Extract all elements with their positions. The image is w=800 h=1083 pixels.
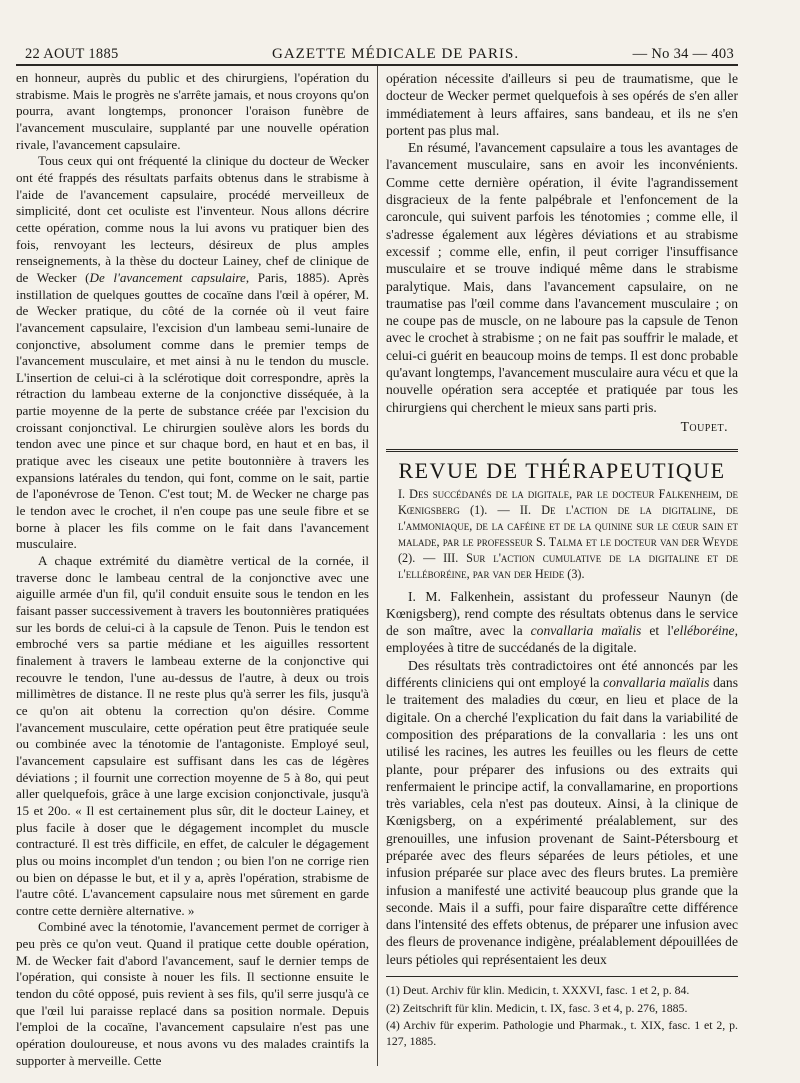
paragraph bbox=[16, 153, 369, 553]
paragraph: opération nécessite d'ailleurs si peu de traumatisme, que le docteur de Wecker permet quelquefois à ses opérés de s'en aller immédiatement à leurs affaires, sans bandeau, et ils ne s'en portent pas plus mal. bbox=[386, 71, 738, 138]
text-run: dans le traitement des maladies du cœur, en lieu et place de la digitale. On a cherché l'explication du fait dans la variabilité de composition des préparations de la convallaria : les uns ont utilisé les racines, les autres les feuilles ou les fleurs de cette plante, pour préparer des infusions ou des extraits qui renfermaient le principe actif, la convallamarine, en proportions très variables, cela n'est pas douteux. Ainsi, à la clinique de Kœnigsberg, on a expérimenté préalablement, sur des grenouilles, une infusion provenant de Saint-Pétersbourg et préparée avec des fleurs séparées de leurs pétioles, et une infusion préparée sur place avec des fleurs brutes. La première infusion a manifesté une activité beaucoup plus grande que la seconde. Mais il a suffi, pour faire disparaître cette différence dans l'intensité des effets obtenus, de préparer une infusion avec des fleurs de provenance indigène, préalablement dépouillées de leurs pétioles qui représentaient les deux bbox=[386, 675, 738, 967]
journal-title: GAZETTE MÉDICALE DE PARIS. bbox=[272, 46, 520, 62]
text-run: Tous ceux qui ont fréquenté la clinique du docteur de Wecker ont été frappés des résultats parfaits obtenus dans le strabisme à l'aide de l'avancement capsulaire, procédé merveilleux de simplicité, dont cet oculiste est l'inventeur. Nous allons décrire cette opération, comme nous la lui avons vu pratiquer bien des fois, renvoyant les lecteurs, désireux de plus amples renseignements, à la thèse du docteur Lainey, chef de clinique de de Wecker ( bbox=[16, 153, 369, 285]
section-summary: I. Des succédanés de la digitale, par le docteur Falkenheim, de Kœnigsberg (1). — II. De l'action de la digitaline, de l'ammoniaque, de la caféine et de la quinine sur le cœur sain et malade, par le professeur S. Talma et le docteur van der Weyde (2). — III. Sur l'action cumulative de la digitaline et de l'elléboréine, par van der Heide (3). bbox=[398, 486, 738, 581]
left-column bbox=[16, 70, 369, 1069]
thesis-title: De l'avancement capsulaire bbox=[89, 269, 246, 285]
section-title: REVUE DE THÉRAPEUTIQUE bbox=[398, 458, 726, 484]
text-run: et l' bbox=[641, 623, 674, 639]
issue-date: 22 AOUT 1885 bbox=[25, 46, 119, 62]
footnote: (2) Zeitschrift für klin. Medicin, t. IX, fasc. 3 et 4, p. 276, 1885. bbox=[386, 1000, 688, 1015]
author-signature: Toupet. bbox=[680, 418, 728, 434]
paragraph bbox=[386, 588, 738, 657]
text-run: , employées à titre de succédanés de la digitale. bbox=[386, 623, 738, 656]
italic-term: convallaria maïalis bbox=[603, 675, 710, 691]
text-run: Des résultats très contradictoires ont été annoncés par les différents cliniciens qui ont employé la bbox=[386, 657, 738, 691]
section-divider bbox=[386, 449, 738, 452]
text-run: I. M. Falkenhein, assistant du professeur Naunyn (de Kœnigsberg), rend compte des résultats obtenus dans le service de son maître, avec la bbox=[386, 588, 738, 639]
paragraph: en honneur, auprès du public et des chirurgiens, l'opération du strabisme. Mais le progrès ne s'arrête jamais, et nous croyons qu'on pourra, avant longtemps, prononcer l'oraison funèbre de l'avancement musculaire, supplanté par une nouvelle opération rivale, l'avancement capsulaire. bbox=[16, 70, 369, 152]
right-column bbox=[386, 70, 738, 1051]
page-header bbox=[0, 0, 800, 64]
column-divider bbox=[377, 66, 378, 1066]
italic-term: elléboréine bbox=[673, 623, 735, 639]
footnote: (1) Deut. Archiv für klin. Medicin, t. XXXVI, fasc. 1 et 2, p. 84. bbox=[386, 983, 690, 998]
paragraph bbox=[386, 657, 738, 968]
footnote: (4) Archiv für experim. Pathologie und Pharmak., t. XIX, fasc. 1 et 2, p. 127, 1885. bbox=[386, 1018, 738, 1048]
text-run: , Paris, 1885). Après instillation de quelques gouttes de cocaïne dans l'œil à opérer, M. de Wecker pratique, du côté de la cornée où il veut faire l'avancement capsulaire, l'excision d'un lambeau semi-lunaire de conjonctive, absolument comme dans le premier temps de l'avancement musculaire, et met ainsi à nu le tendon du muscle. L'insertion de celui-ci à la sclérotique doit correspondre, après la rétraction du lambeau externe de la conjonctive disséquée, à la partie moyenne de la perte de substance créée par l'excision du croissant conjonctival. Le chirurgien soulève alors les bords du tendon avec une pince et sur chaque bord, en haut et en bas, il pratique avec les ciseaux une petite boutonnière à travers les expansions latérales du tendon, qui font, comme on le sait, partie de l'aponévrose de Tenon. C'est tout; M. de Wecker ne charge pas le tendon avec le crochet, il n'en coupe pas une seule fibre et se borne à placer les fils comme on le fait dans l'avancement musculaire. bbox=[16, 269, 369, 552]
italic-term: convallaria maïalis bbox=[530, 623, 642, 639]
footnote-rule bbox=[386, 976, 738, 977]
paragraph: En résumé, l'avancement capsulaire a tous les avantages de l'avancement musculaire, sans en avoir les inconvénients. Comme cette dernière opération, il évite l'agrandissement disgracieux de la fente palpébrale et l'enfoncement de la caroncule, qui suivent parfois les ténotomies ; comme elle, il s'adresse également aux légères déviations et au strabisme excessif ; comme elle, enfin, il peut corriger l'insuffisance musculaire et se trouve indiqué même dans le strabisme paralytique. Mais, dans l'avancement capsulaire, on ne traumatise pas l'œil comme dans l'avancement musculaire ; on ne coupe pas de muscle, on ne laboure pas la capsule de Tenon avec le crochet à strabisme ; on ne fait pas souffrir le malade, et celui-ci guérit en beaucoup moins de temps. Il est donc probable qu'avant longtemps, l'avancement musculaire aura vécu et que la nouvelle opération sera acceptée et pratiquée par tous les chirurgiens qui cherchent le mieux sans parti pris. bbox=[386, 140, 738, 415]
issue-page-number: — No 34 — 403 bbox=[632, 46, 734, 62]
paragraph: A chaque extrémité du diamètre vertical de la cornée, il traverse donc le lambeau central de la conjonctive avec une aiguille armée d'un fil, qu'il conduit ensuite sous le tendon en les faisant passer successivement à travers les boutonnières pratiquées sur les bords de celui-ci à la capsule de Tenon. Puis le tendon est embroché vers sa partie médiane et les aiguilles ressortent finalement à travers le lambeau externe de la conjonctive qui recouvre le tendon, l'une au-dessus de l'autre, à deux ou trois millimètres de distance. Il ne reste plus qu'à serrer les fils, jusqu'à ce qu'on ait obtenu la correction qu'on désire. Comme l'avancement musculaire, cette opération peut être pratiquée seule ou combinée avec la ténotomie de l'antagoniste. Employé seul, l'avancement capsulaire est suffisant dans les cas de légères déviations ; il fournit une correction moyenne de 5 à 8o, qui peut aller quelquefois, grâce à une large excision conjonctivale, jusqu'à 15 et 20o. « Il est certainement plus sûr, dit le docteur Lainey, et plus facile à doser que le dégagement incomplet du muscle contracturé. Il est très difficile, en effet, de calculer le dégagement plus ou moins incomplet d'un tendon ; ou bien l'on ne corrige rien ou bien on dépasse le but, et il y a, après l'opération, strabisme de l'autre côté. L'avancement capsulaire nous met sûrement en garde contre cette dernière alternative. » bbox=[16, 553, 369, 918]
paragraph: Combiné avec la ténotomie, l'avancement permet de corriger à peu près ce qu'on veut. Quand il pratique cette double opération, M. de Wecker fait d'abord l'avancement, sauf le dernier temps de l'opération, qui consiste à nouer les fils. Il sectionne ensuite le tendon du côté opposé, puis revient à ses fils, qu'il serre jusqu'à ce que l'œil lui paraisse replacé dans sa position normale. Depuis l'emploi de la cocaïne, l'avancement capsulaire n'est pas une opération douloureuse, et nous avons vu des malades craintifs la supporter à merveille. Cette bbox=[16, 919, 369, 1068]
